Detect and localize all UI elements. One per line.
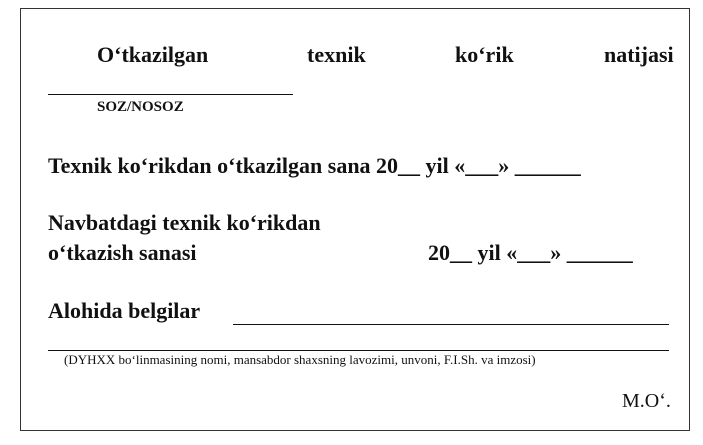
result-fill-line	[48, 94, 293, 95]
inspection-date-line: Texnik ko‘rikdan o‘tkazilgan sana 20__ yil «___» ______	[48, 153, 581, 178]
title-word-3: ko‘rik	[455, 42, 514, 67]
special-marks-fill-line	[233, 324, 669, 325]
result-caption: SOZ/NOSOZ	[97, 99, 184, 115]
next-inspection-date: 20__ yil «___» ______	[428, 240, 633, 265]
title-word-2: texnik	[307, 42, 366, 67]
next-inspection-label-line-1: Navbatdagi texnik ko‘rikdan	[48, 210, 321, 235]
next-inspection-label-line-2: o‘tkazish sanasi	[48, 240, 197, 265]
stamp-place-label: M.O‘.	[622, 390, 671, 412]
signature-fill-line	[48, 350, 669, 351]
special-marks-label: Alohida belgilar	[48, 298, 201, 323]
title-word-4: natijasi	[604, 42, 674, 67]
title-word-1: O‘tkazilgan	[97, 42, 209, 67]
signature-caption: (DYHXX bo‘linmasining nomi, mansabdor shaxsning lavozimi, unvoni, F.I.Sh. va imzosi)	[64, 352, 536, 367]
